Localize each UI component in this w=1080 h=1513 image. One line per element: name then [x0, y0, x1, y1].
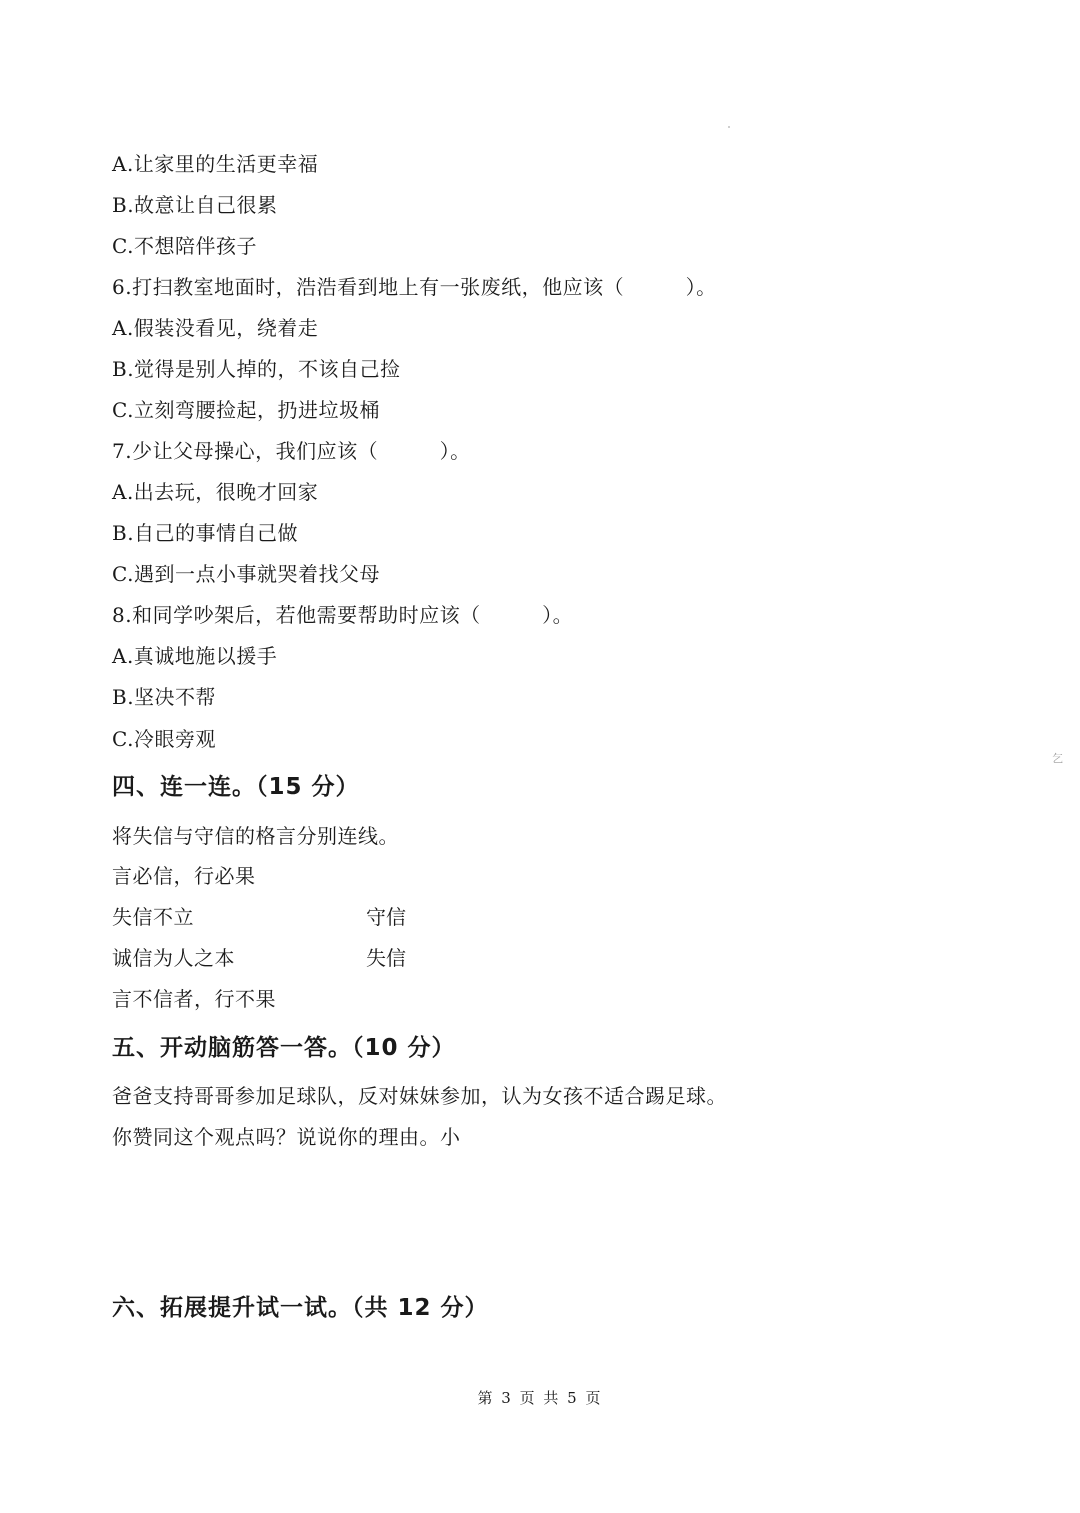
q8-stem: 8.和同学吵架后，若他需要帮助时应该（ ）。	[112, 603, 574, 627]
scan-speck	[728, 126, 730, 128]
section5-heading: 五、开动脑筋答一答。（10 分）	[112, 1035, 456, 1061]
q5-option-a: A.让家里的生活更幸福	[112, 152, 319, 176]
match-left-item: 诚信为人之本	[112, 946, 235, 970]
q7-option-b: B.自己的事情自己做	[112, 521, 299, 545]
q8-option-a: A.真诚地施以援手	[112, 644, 278, 668]
q7-option-c: C.遇到一点小事就哭着找父母	[112, 562, 380, 586]
section4-instruction: 将失信与守信的格言分别连线。	[112, 824, 399, 848]
section4-heading: 四、连一连。（15 分）	[112, 774, 360, 800]
q5-option-c: C.不想陪伴孩子	[112, 234, 257, 258]
q6-option-a: A.假装没看见，绕着走	[112, 316, 319, 340]
q8-option-b: B.坚决不帮	[112, 685, 217, 709]
q6-option-b: B.觉得是别人掉的，不该自己捡	[112, 357, 401, 381]
match-left-item: 言必信，行必果	[112, 864, 256, 888]
q7-stem: 7.少让父母操心，我们应该（ ）。	[112, 439, 471, 463]
match-left-item: 失信不立	[112, 905, 194, 929]
section5-prompt-line2: 你赞同这个观点吗？说说你的理由。小	[112, 1125, 461, 1149]
match-left-item: 言不信者，行不果	[112, 987, 276, 1011]
q5-option-b: B.故意让自己很累	[112, 193, 278, 217]
q6-stem: 6.打扫教室地面时，浩浩看到地上有一张废纸，他应该（ ）。	[112, 275, 717, 299]
section5-prompt-line1: 爸爸支持哥哥参加足球队，反对妹妹参加，认为女孩不适合踢足球。	[112, 1084, 727, 1108]
q6-option-c: C.立刻弯腰捡起，扔进垃圾桶	[112, 398, 380, 422]
section6-heading: 六、拓展提升试一试。（共 12 分）	[112, 1295, 489, 1321]
margin-mark: 乞	[1052, 752, 1063, 765]
q8-option-c: C.冷眼旁观	[112, 727, 216, 751]
match-right-item: 失信	[366, 946, 406, 970]
q7-option-a: A.出去玩，很晚才回家	[112, 480, 319, 504]
match-right-item: 守信	[366, 905, 406, 929]
page-footer: 第 3 页 共 5 页	[477, 1389, 603, 1407]
